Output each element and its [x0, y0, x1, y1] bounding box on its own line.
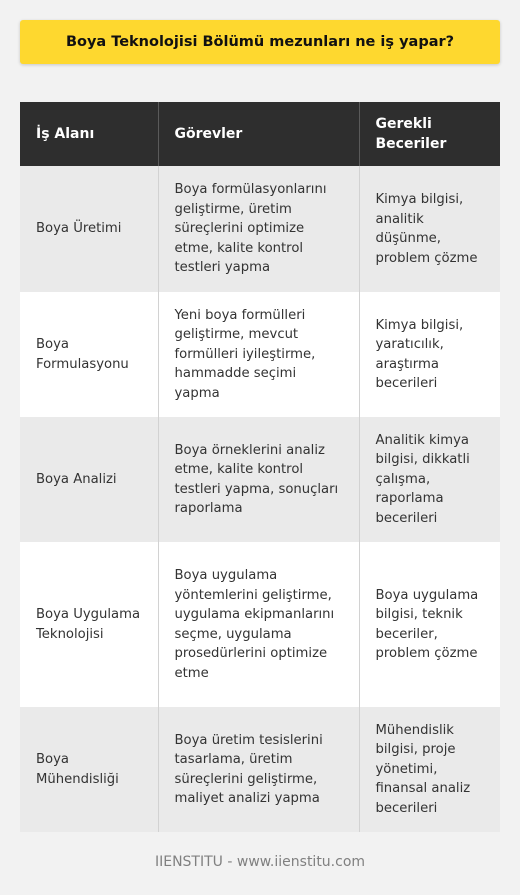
cell-area: Boya Analizi: [20, 417, 158, 542]
cell-tasks: Boya formülasyonlarını geliştirme, üretim süreçlerini optimize etme, kalite kontrol testleri yapma: [158, 166, 359, 292]
cell-area: Boya Formulasyonu: [20, 292, 158, 417]
header-skills: Gerekli Beceriler: [359, 102, 500, 166]
cell-skills: Kimya bilgisi, analitik düşünme, problem çözme: [359, 166, 500, 292]
cell-tasks: Boya uygulama yöntemlerini geliştirme, uygulama ekipmanlarını seçme, uygulama prosedürlerini optimize etme: [158, 542, 359, 707]
page-title: Boya Teknolojisi Bölümü mezunları ne iş yapar?: [65, 34, 455, 50]
cell-area: Boya Mühendisliği: [20, 707, 158, 832]
table-row: [20, 417, 500, 542]
cell-tasks: Boya örneklerini analiz etme, kalite kontrol testleri yapma, sonuçları raporlama: [158, 417, 359, 542]
cell-tasks: Boya üretim tesislerini tasarlama, üretim süreçlerini geliştirme, maliyet analizi yapma: [158, 707, 359, 832]
cell-skills: Analitik kimya bilgisi, dikkatli çalışma, raporlama becerileri: [359, 417, 500, 542]
title-banner: [20, 20, 500, 64]
table-row: [20, 707, 500, 832]
cell-area: Boya Uygulama Teknolojisi: [20, 542, 158, 707]
footer-credit: IIENSTITU - www.iienstitu.com: [154, 854, 366, 870]
careers-table: [20, 102, 500, 832]
cell-skills: Boya uygulama bilgisi, teknik beceriler, problem çözme: [359, 542, 500, 707]
cell-area: Boya Üretimi: [20, 166, 158, 292]
cell-tasks: Yeni boya formülleri geliştirme, mevcut formülleri iyileştirme, hammadde seçimi yapma: [158, 292, 359, 417]
table-row: [20, 542, 500, 707]
header-tasks: Görevler: [158, 102, 359, 166]
table-row: [20, 292, 500, 417]
table-header-row: [20, 102, 500, 166]
table-row: [20, 166, 500, 292]
cell-skills: Mühendislik bilgisi, proje yönetimi, finansal analiz becerileri: [359, 707, 500, 832]
header-area: İş Alanı: [20, 102, 158, 166]
cell-skills: Kimya bilgisi, yaratıcılık, araştırma becerileri: [359, 292, 500, 417]
